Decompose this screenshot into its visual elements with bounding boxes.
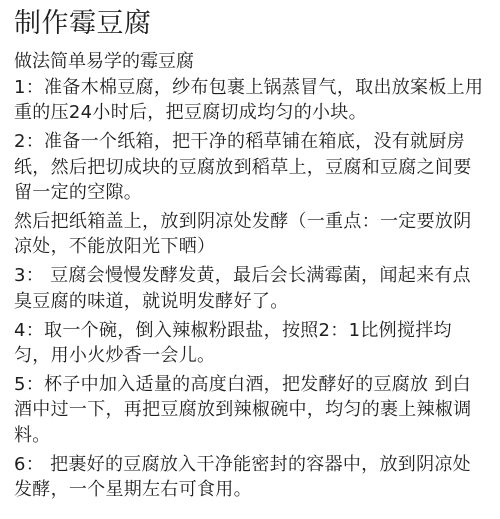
- step-5: 5：杯子中加入适量的高度白酒，把发酵好的豆腐放 到白酒中过一下，再把豆腐放到辣椒碗中，均匀的裹上辣椒调料。: [14, 374, 472, 446]
- step-2-note: 然后把纸箱盖上，放到阴凉处发酵（一重点：一定要放阴凉处，不能放阳光下晒）: [14, 211, 472, 258]
- recipe-subtitle: 做法简单易学的霉豆腐: [14, 51, 194, 72]
- step-3: 3： 豆腐会慢慢发酵发黄，最后会长满霉菌，闻起来有点臭豆腐的味道，就说明发酵好了。: [14, 265, 471, 312]
- step-4: 4：取一个碗，倒入辣椒粉跟盐，按照2：1比例搅拌均匀，用小火炒香一会儿。: [14, 319, 452, 367]
- step-6: 6： 把裹好的豆腐放入干净能密封的容器中，放到阴凉处发酵，一个星期左右可食用。: [14, 453, 471, 501]
- step-2: 2：准备一个纸箱，把干净的稻草铺在箱底，没有就厨房纸，然后把切成块的豆腐放到稻草上，豆腐和豆腐之间要留一定的空隙。: [14, 131, 472, 203]
- page-title: 制作霉豆腐: [14, 8, 152, 39]
- step-1: 1：准备木棉豆腐，纱布包裹上锅蒸冒气，取出放案板上用重的压24小时后，把豆腐切成均匀的小块。: [14, 77, 484, 124]
